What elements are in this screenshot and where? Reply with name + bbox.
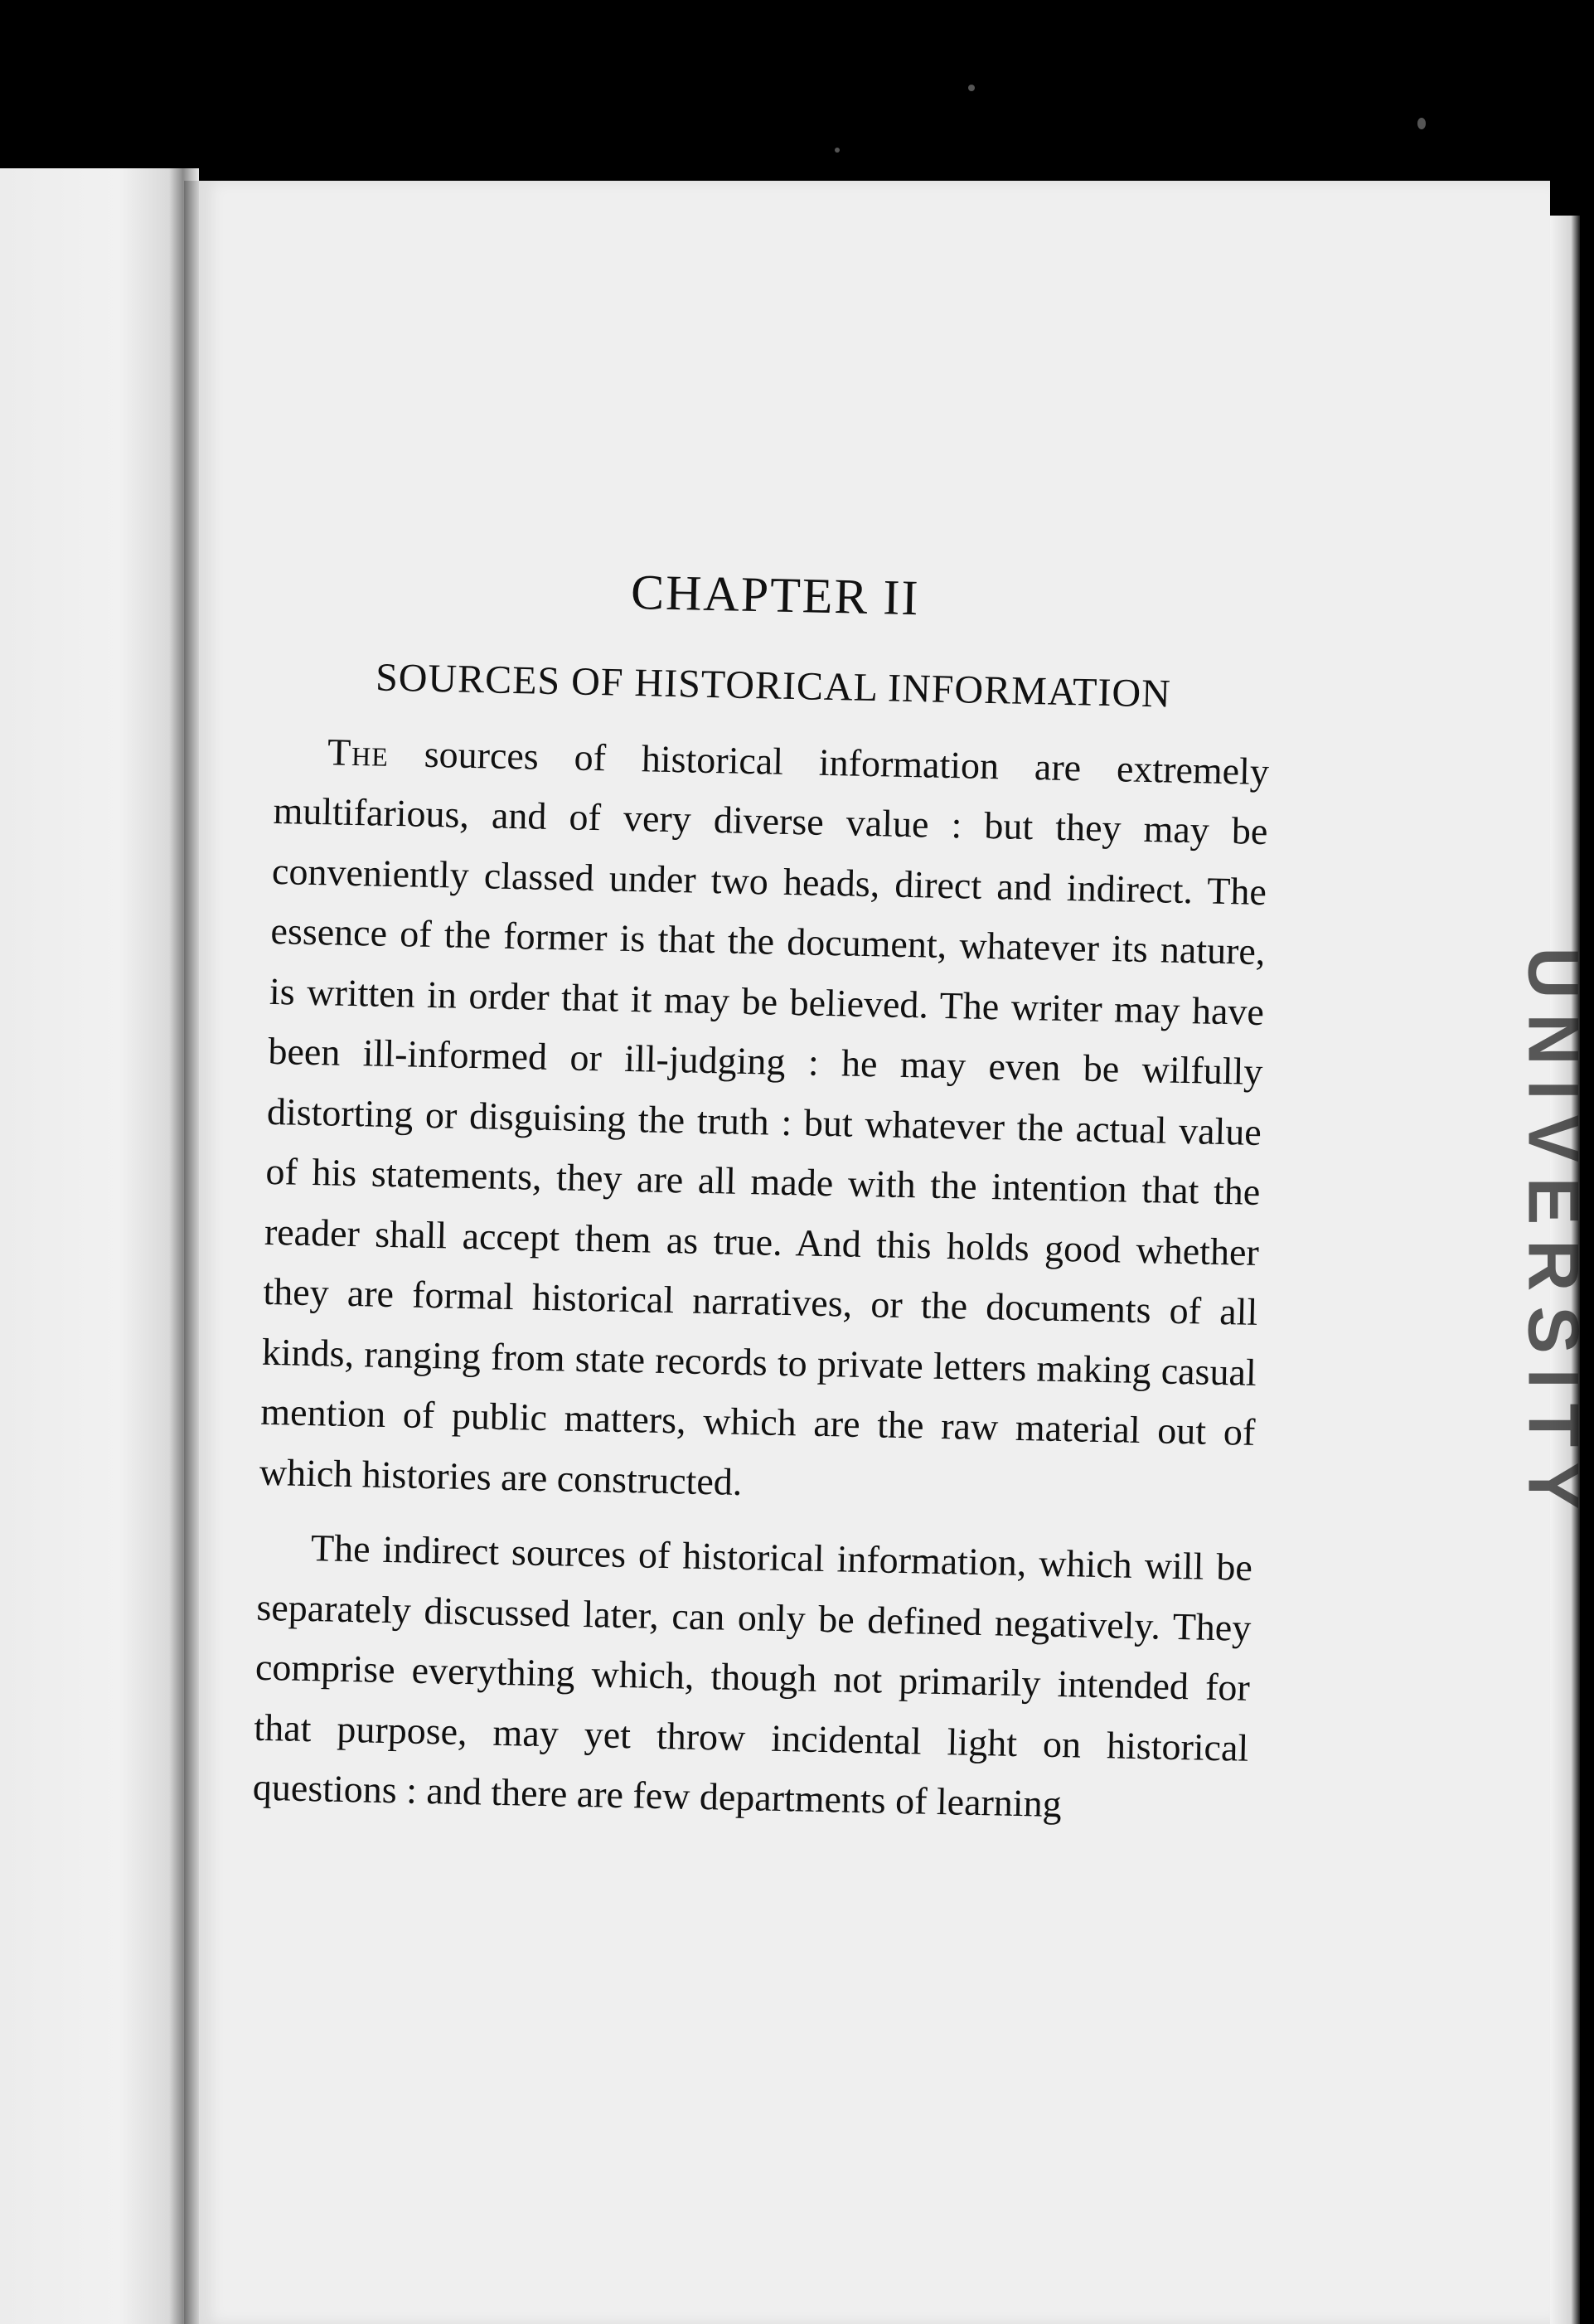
scan-speck	[835, 148, 840, 153]
spine-label-wrapper	[1513, 655, 1593, 1816]
scan-speck	[1417, 118, 1426, 129]
paragraph-2	[252, 1517, 1252, 1839]
paragraph-1	[259, 721, 1269, 1523]
left-page-leaf	[0, 168, 199, 2324]
chapter-title: CHAPTER II	[630, 564, 921, 626]
scan-speck	[968, 85, 975, 91]
page-content	[252, 560, 1273, 1839]
paragraph-text: The indirect sources of historical information, which will be separately discussed later, can only be defined negatively. They comprise everything which, though not primarily intended for that purpose, may yet throw incidental light on historical questions : and there are few departments of learning	[252, 1526, 1253, 1826]
paragraph-text: sources of historical information are extremely multifarious, and of very diverse value : but they may be conveniently classed under two heads, direct and indirect. The essence of the former is that the document, whatever its nature, is written in order that it may be believed. The writer may have been ill-informed or ill-judging : he may even be wilfully distorting or disguising the truth : but whatever the actual value of his statements, they are all made with the intention that the reader shall accept them as true. And this holds good whether they are formal historical narratives, or the documents of all kinds, ranging from state records to private letters making casual mention of public matters, which are the raw material out of which histories are constructed.	[259, 731, 1270, 1503]
spine-label: UNIVERSITY	[1513, 946, 1593, 1525]
section-title: SOURCES OF HISTORICAL INFORMATION	[375, 655, 1172, 716]
paragraph-lead-word: The	[327, 730, 390, 774]
